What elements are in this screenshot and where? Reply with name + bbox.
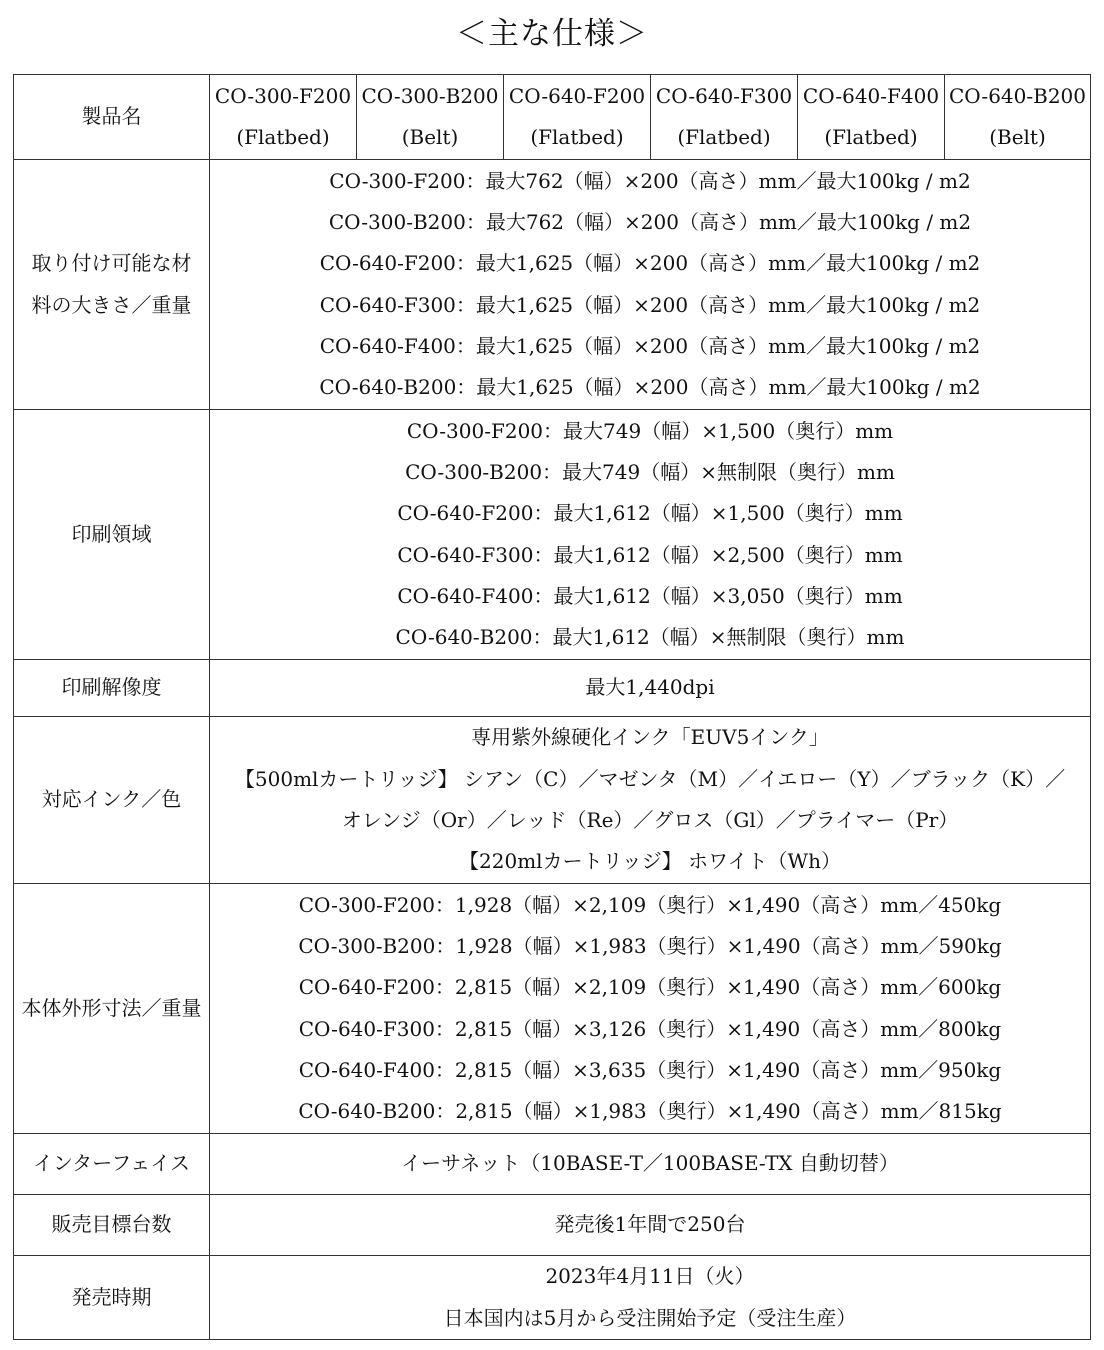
- value-line: CO-640-F300：最大1,625（幅）×200（高さ）mm／最大100kg / m2: [319, 292, 981, 317]
- value-line: 【500mlカートリッジ】 シアン（C）／マゼンタ（M）／イエロー（Y）／ブラック（K）／: [234, 766, 1066, 791]
- row-interface: [14, 1134, 1091, 1195]
- row-label-resolution: 印刷解像度: [14, 660, 210, 717]
- value-line: CO-640-B200：最大1,625（幅）×200（高さ）mm／最大100kg / m2: [319, 375, 981, 400]
- value-line: 日本国内は5月から受注開始予定（受注生産）: [443, 1305, 857, 1330]
- sales-target-value: 発売後1年間で250台: [210, 1195, 1091, 1256]
- row-label-ink: 対応インク／色: [14, 717, 210, 884]
- print-area-values: [210, 410, 1091, 660]
- value-line: 【220mlカートリッジ】 ホワイト（Wh）: [459, 849, 841, 874]
- row-product-name: [14, 75, 1091, 160]
- model-type: (Belt): [401, 125, 459, 149]
- value-line: CO-300-B200：1,928（幅）×1,983（奥行）×1,490（高さ）mm／590kg: [298, 933, 1002, 958]
- value-line: オレンジ（Or）／レッド（Re）／グロス（Gl）／プライマー（Pr）: [341, 808, 959, 832]
- model-type: (Belt): [989, 125, 1046, 149]
- value-line: CO-300-F200：最大749（幅）×1,500（奥行）mm: [406, 418, 894, 443]
- value-line: CO-640-B200：2,815（幅）×1,983（奥行）×1,490（高さ）mm／815kg: [298, 1099, 1002, 1124]
- value-line: CO-640-F200：最大1,612（幅）×1,500（奥行）mm: [397, 501, 903, 526]
- model-type: (Flatbed): [236, 125, 330, 149]
- model-name: CO-300-B200: [361, 83, 499, 108]
- model-name: CO-640-F300: [655, 83, 793, 108]
- model-cell: [945, 75, 1091, 160]
- model-type: (Flatbed): [824, 125, 918, 149]
- row-label-sales-target: 販売目標台数: [14, 1195, 210, 1256]
- value-line: CO-300-F200：最大762（幅）×200（高さ）mm／最大100kg / m2: [329, 168, 971, 193]
- value-line: CO-640-F300：2,815（幅）×3,126（奥行）×1,490（高さ）mm／800kg: [298, 1016, 1002, 1041]
- value-line: CO-640-F300：最大1,612（幅）×2,500（奥行）mm: [397, 542, 903, 567]
- value-line: CO-640-F400：最大1,625（幅）×200（高さ）mm／最大100kg / m2: [319, 333, 981, 358]
- row-release: [14, 1256, 1091, 1340]
- row-label-material: [14, 160, 210, 410]
- value-line: CO-300-F200：1,928（幅）×2,109（奥行）×1,490（高さ）mm／450kg: [298, 892, 1002, 917]
- value-line: CO-640-F200：最大1,625（幅）×200（高さ）mm／最大100kg / m2: [319, 251, 981, 276]
- material-values: [210, 160, 1091, 410]
- value-line: CO-300-B200：最大749（幅）×無制限（奥行）mm: [405, 459, 895, 484]
- release-values: [210, 1256, 1091, 1340]
- row-material: [14, 160, 1091, 410]
- value-line: CO-300-B200：最大762（幅）×200（高さ）mm／最大100kg / m2: [328, 209, 972, 234]
- dimensions-values: [210, 884, 1091, 1134]
- row-sales-target: [14, 1195, 1091, 1256]
- row-label-print-area: 印刷領域: [14, 410, 210, 660]
- resolution-value: 最大1,440dpi: [210, 660, 1091, 717]
- model-name: CO-640-B200: [949, 83, 1086, 108]
- row-print-area: [14, 410, 1091, 660]
- row-resolution: [14, 660, 1091, 717]
- row-ink: [14, 717, 1091, 884]
- ink-values: [210, 717, 1091, 884]
- model-cell: [651, 75, 798, 160]
- model-cell: [504, 75, 651, 160]
- value-line: 2023年4月11日（火）: [545, 1264, 755, 1289]
- label-line: 取り付け可能な材: [31, 251, 192, 276]
- spec-table: [13, 74, 1091, 1340]
- page-title: ＜主な仕様＞: [456, 16, 648, 52]
- model-cell: [210, 75, 357, 160]
- model-name: CO-640-F400: [802, 83, 940, 108]
- value-line: CO-640-F400：最大1,612（幅）×3,050（奥行）mm: [397, 583, 903, 608]
- value-line: 専用紫外線硬化インク「EUV5インク」: [471, 725, 829, 750]
- row-label-interface: インターフェイス: [14, 1134, 210, 1195]
- row-dimensions: [14, 884, 1091, 1134]
- value-line: CO-640-F400：2,815（幅）×3,635（奥行）×1,490（高さ）mm／950kg: [298, 1057, 1002, 1082]
- row-label-release: 発売時期: [14, 1256, 210, 1340]
- model-type: (Flatbed): [530, 125, 624, 149]
- row-label-product-name: 製品名: [14, 75, 210, 160]
- model-cell: [798, 75, 945, 160]
- row-label-dimensions: 本体外形寸法／重量: [14, 884, 210, 1134]
- model-name: CO-300-F200: [214, 83, 352, 108]
- label-line: 料の大きさ／重量: [31, 292, 192, 317]
- model-cell: [357, 75, 504, 160]
- value-line: CO-640-B200：最大1,612（幅）×無制限（奥行）mm: [395, 625, 905, 650]
- model-type: (Flatbed): [677, 125, 771, 149]
- value-line: CO-640-F200：2,815（幅）×2,109（奥行）×1,490（高さ）mm／600kg: [298, 975, 1002, 1000]
- interface-value: イーサネット（10BASE-T／100BASE-TX 自動切替）: [210, 1134, 1091, 1195]
- model-name: CO-640-F200: [508, 83, 646, 108]
